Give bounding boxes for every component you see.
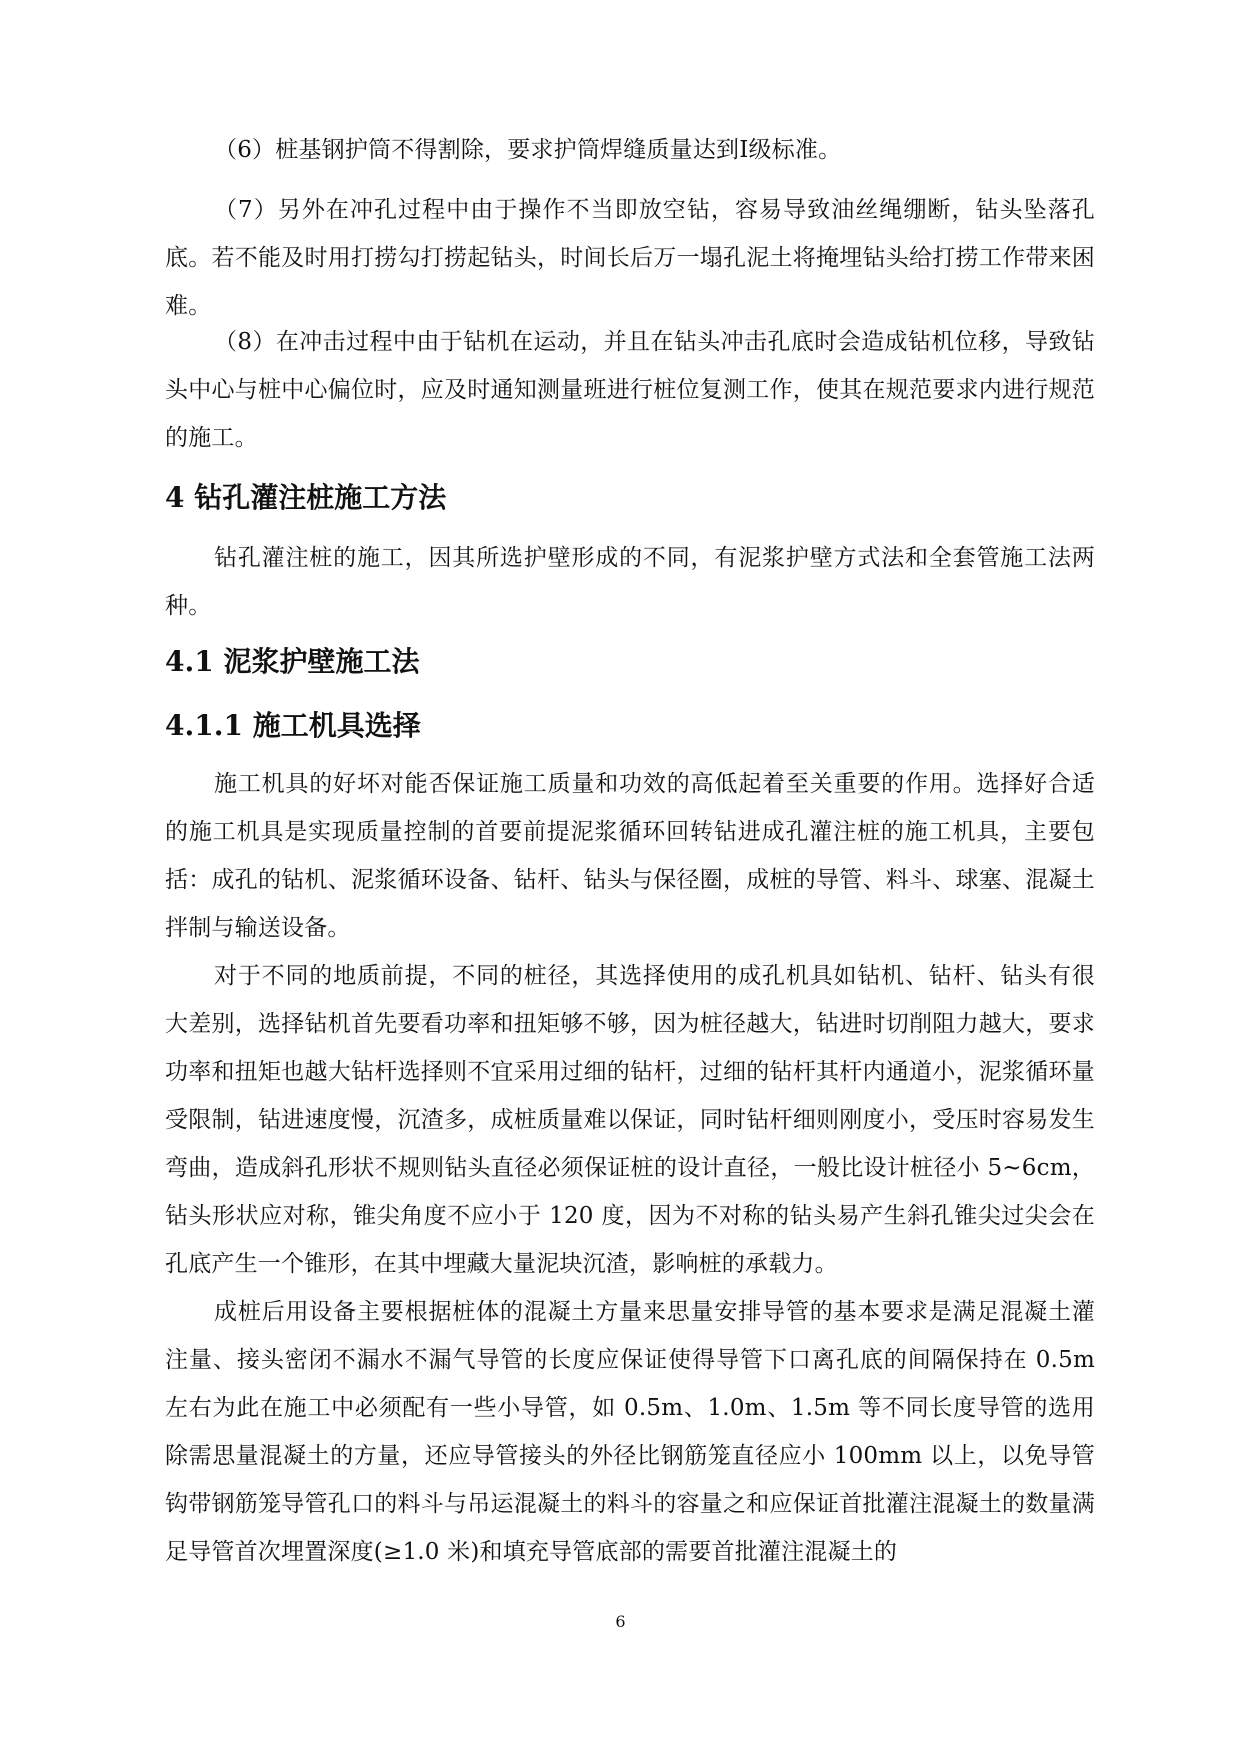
paragraph-item-7: （7）另外在冲孔过程中由于操作不当即放空钻，容易导致油丝绳绷断，钻头坠落孔底。若不能及时用打捞勾打捞起钻头，时间长后万一塌孔泥土将掩埋钻头给打捞工作带来困难。 (165, 197, 1095, 319)
section-heading-4-1-1: 4.1.1 施工机具选择 (165, 709, 421, 742)
page-number: 6 (615, 1612, 626, 1631)
paragraph-intro: 钻孔灌注桩的施工，因其所选护壁形成的不同，有泥浆护壁方式法和全套管施工法两种。 (165, 545, 1095, 619)
paragraph-machine-2: 对于不同的地质前提，不同的桩径，其选择使用的成孔机具如钻机、钻杆、钻头有很大差别，选择钻机首先要看功率和扭矩够不够，因为桩径越大，钻进时切削阻力越大，要求功率和扭矩也越大钻杆选择则不宜采用过细的钻杆，过细的钻杆其杆内通道小，泥浆循环量受限制，钻进速度慢，沉渣多，成桩质量难以保证，同时钻杆细则刚度小，受压时容易发生弯曲，造成斜孔形状不规则钻头直径必须保证桩的设计直径，一般比设计桩径小 5~6cm，钻头形状应对称，锥尖角度不应小于 120 度，因为不对称的钻头易产生斜孔锥尖过尖会在孔底产生一个锥形，在其中埋藏大量泥块沉渣，影响桩的承载力。 (165, 963, 1095, 1277)
section-heading-4-1: 4.1 泥浆护壁施工法 (165, 645, 420, 678)
paragraph-machine-3: 成桩后用设备主要根据桩体的混凝土方量来思量安排导管的基本要求是满足混凝土灌注量、接头密闭不漏水不漏气导管的长度应保证使得导管下口离孔底的间隔保持在 0.5m 左右为此在施工中必须配有一些小导管，如 0.5m、1.0m、1.5m 等不同长度导管的选用除需思量混凝土的方量，还应导管接头的外径比钢筋笼直径应小 100mm 以上，以免导管钩带钢筋笼导管孔口的料斗与吊运混凝土的料斗的容量之和应保证首批灌注混凝土的数量满足导管首次埋置深度(≥1.0 米)和填充导管底部的需要首批灌注混凝土的 (165, 1299, 1095, 1565)
paragraph-item-8: （8）在冲击过程中由于钻机在运动，并且在钻头冲击孔底时会造成钻机位移，导致钻头中心与桩中心偏位时，应及时通知测量班进行桩位复测工作，使其在规范要求内进行规范的施工。 (165, 329, 1095, 451)
section-heading-4: 4 钻孔灌注桩施工方法 (165, 481, 447, 514)
paragraph-item-6: （6）桩基钢护筒不得割除，要求护筒焊缝质量达到Ⅰ级标准。 (214, 137, 842, 163)
paragraph-machine-1: 施工机具的好坏对能否保证施工质量和功效的高低起着至关重要的作用。选择好合适的施工机具是实现质量控制的首要前提泥浆循环回转钻进成孔灌注桩的施工机具，主要包括：成孔的钻机、泥浆循环设备、钻杆、钻头与保径圈，成桩的导管、料斗、球塞、混凝土拌制与输送设备。 (165, 771, 1095, 941)
